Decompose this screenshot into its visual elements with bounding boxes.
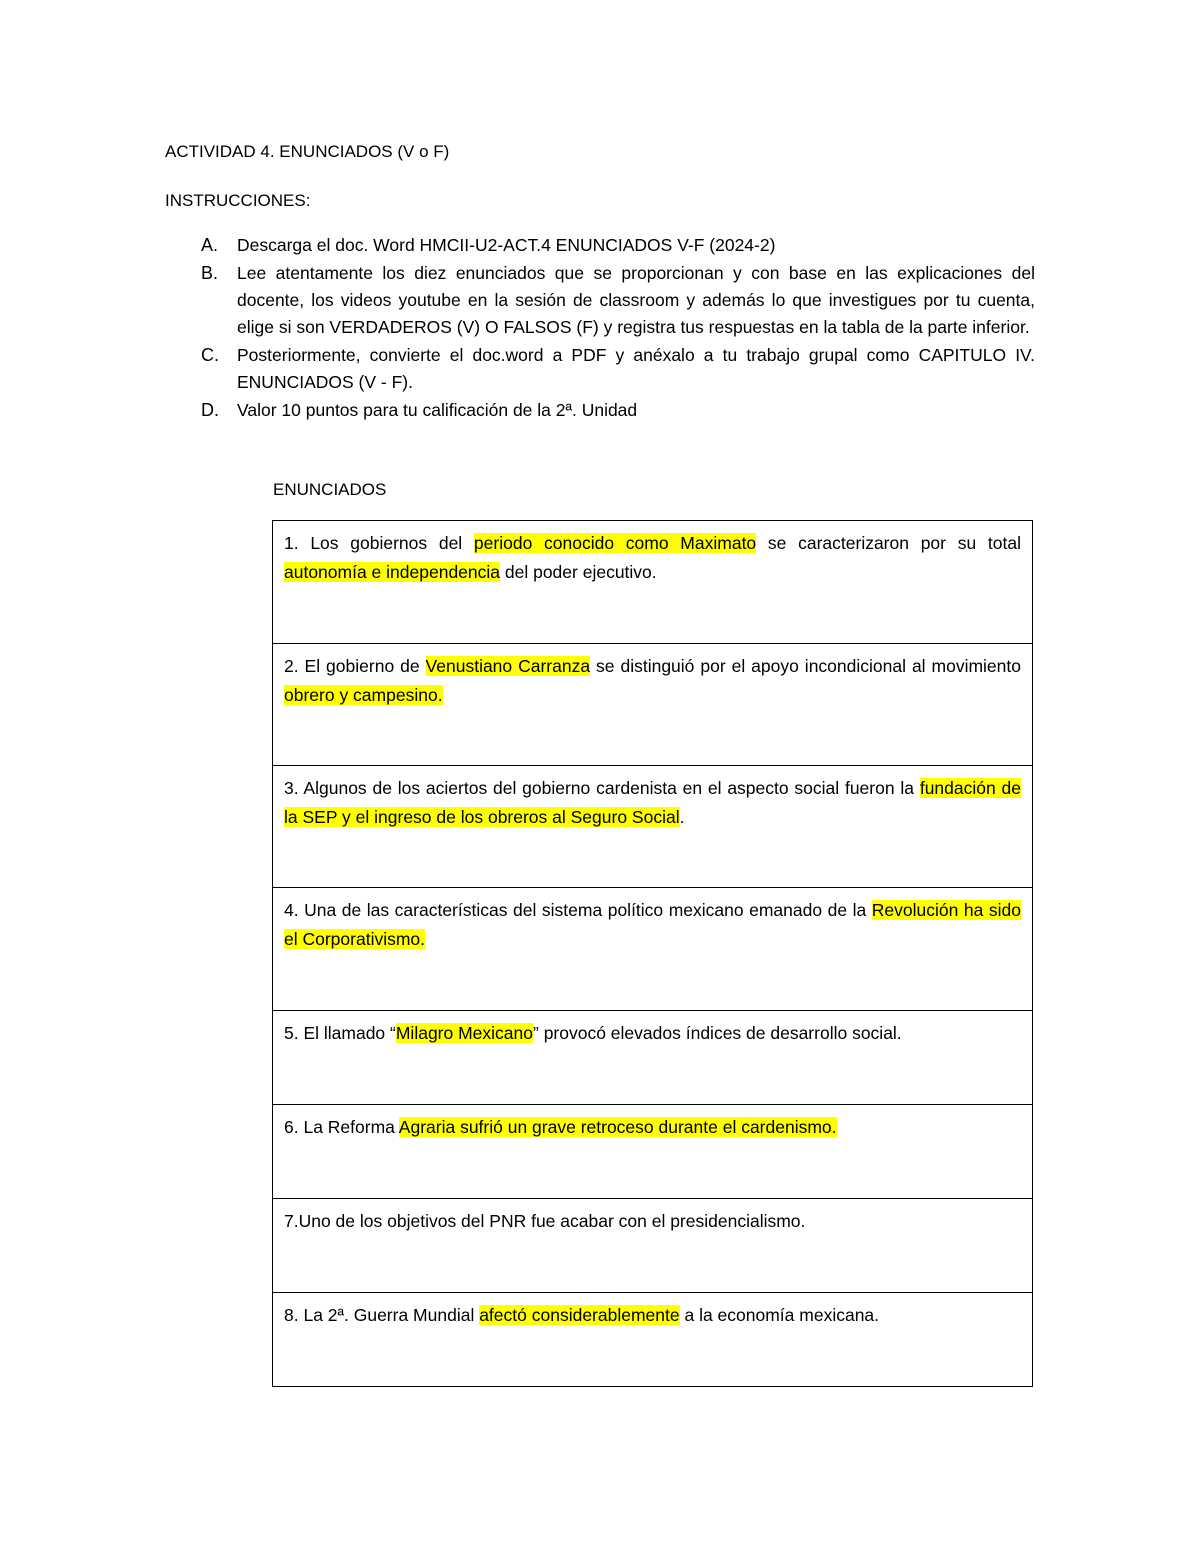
statement-text: 1. Los gobiernos del [284, 533, 474, 553]
statement-row [273, 1293, 1033, 1387]
highlighted-text: Agraria sufrió un grave retroceso durante el cardenismo. [398, 1117, 837, 1137]
instruction-marker: D. [201, 400, 219, 420]
statement-text: ” provocó elevados índices de desarrollo social. [533, 1023, 902, 1043]
statement-text: a la economía mexicana. [679, 1305, 880, 1325]
statements-heading: ENUNCIADOS [273, 480, 387, 499]
statement-text: 8. La 2ª. Guerra Mundial [284, 1305, 480, 1325]
statement-cell[interactable] [273, 888, 1033, 1011]
statement-row [273, 1011, 1033, 1105]
statement-cell[interactable] [273, 1293, 1033, 1387]
instruction-marker: C. [201, 345, 219, 365]
instruction-item [165, 342, 1035, 396]
statement-row [273, 1199, 1033, 1293]
statement-cell[interactable] [273, 521, 1033, 644]
statement-cell[interactable] [273, 1105, 1033, 1199]
highlighted-text: afectó considerablemente [479, 1305, 680, 1325]
highlighted-text: periodo conocido como Maximato [473, 533, 757, 553]
activity-title: ACTIVIDAD 4. ENUNCIADOS (V o F) [165, 142, 450, 161]
statement-text: del poder ejecutivo. [500, 562, 657, 582]
statement-text: . [679, 807, 685, 827]
statement-text: 5. El llamado “ [284, 1023, 396, 1043]
instructions-label: INSTRUCCIONES: [165, 191, 311, 210]
instruction-item [165, 397, 1035, 424]
statement-cell[interactable] [273, 1199, 1033, 1293]
statement-text: 7.Uno de los objetivos del PNR fue acabar con el presidencialismo. [284, 1211, 806, 1231]
instruction-marker: A. [201, 235, 219, 255]
statement-text: 4. Una de las características del sistema político mexicano emanado de la [284, 900, 872, 920]
instruction-text: Lee atentamente los diez enunciados que se proporcionan y con base en las explicaciones del docente, los videos youtube en la sesión de classroom y además lo que investigues por tu cuenta, elige si son VERDADEROS (V) O FALSOS (F) y registra tus respuestas en la tabla de la parte inferior. [237, 263, 1035, 337]
statement-row [273, 644, 1033, 766]
statement-text: 6. La Reforma [284, 1117, 399, 1137]
highlighted-text: fundación de la SEP y el ingreso de los obreros al Seguro Social [284, 778, 1021, 827]
instruction-text: Descarga el doc. Word HMCII-U2-ACT.4 ENUNCIADOS V-F (2024-2) [237, 235, 776, 255]
instruction-item [165, 232, 1035, 259]
statements-table [272, 520, 1033, 1387]
statement-cell[interactable] [273, 644, 1033, 766]
highlighted-text: Milagro Mexicano [395, 1023, 533, 1043]
statement-text: se distinguió por el apoyo incondicional al movimiento [590, 656, 1021, 676]
statement-cell[interactable] [273, 766, 1033, 888]
instructions-list [165, 232, 1035, 425]
statement-cell[interactable] [273, 1011, 1033, 1105]
statement-row [273, 521, 1033, 644]
statement-text: se caracterizaron por su total [756, 533, 1021, 553]
statement-row [273, 1105, 1033, 1199]
instruction-marker: B. [201, 263, 219, 283]
statement-row [273, 766, 1033, 888]
statement-text: 3. Algunos de los aciertos del gobierno cardenista en el aspecto social fueron la [284, 778, 920, 798]
highlighted-text: Revolución ha sido el Corporativismo. [284, 900, 1021, 949]
highlighted-text: autonomía e independencia [284, 562, 501, 582]
highlighted-text: Venustiano Carranza [425, 656, 591, 676]
statement-row [273, 888, 1033, 1011]
highlighted-text: obrero y campesino. [284, 685, 443, 705]
instruction-text: Valor 10 puntos para tu calificación de la 2ª. Unidad [237, 400, 638, 420]
instruction-item [165, 260, 1035, 341]
statement-text: 2. El gobierno de [284, 656, 426, 676]
instruction-text: Posteriormente, convierte el doc.word a PDF y anéxalo a tu trabajo grupal como CAPITULO IV. ENUNCIADOS (V - F). [237, 345, 1035, 392]
